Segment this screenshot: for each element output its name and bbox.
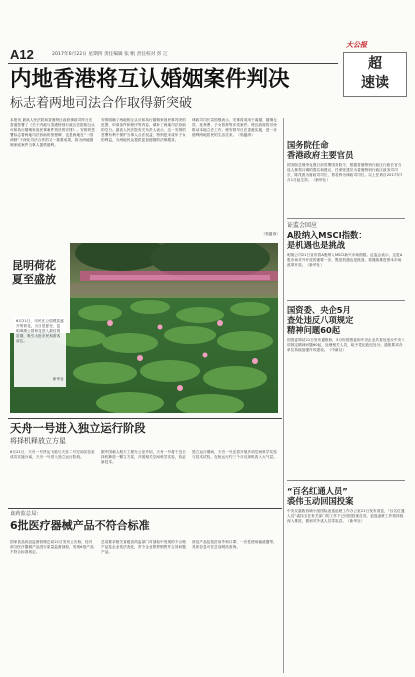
sidebar-item-1 xyxy=(287,140,405,213)
sidebar-divider-1 xyxy=(287,218,405,219)
spacecraft-col3: 独立运行期间，天舟一号还将开展多项空间科学实验与技术试验，在轨运行约三个月后择机再入大气层。 xyxy=(192,450,277,459)
sidebar-item-3-body: 国资委网站21日发布通报称，5月份国资委和中央企业共查处违反中央八项规定精神问题60起，处理相关人员，给予党纪政纪处分。通报要求各单位持续加强作风建设。（中新社） xyxy=(287,338,405,352)
sidebar-item-2-title-1: A股纳入MSCI指数： xyxy=(287,230,367,240)
photo-caption-title-1: 昆明荷花 xyxy=(12,259,56,272)
section-label-2: 速读 xyxy=(361,75,389,91)
food-safety-col2: 总局要求相关省级食药监部门对抽检中发现的不合格产品及企业依法查处，责令企业暂停销售并召回问题产品。 xyxy=(101,540,186,554)
sidebar-item-2-title-2: 是机遇也是挑战 xyxy=(287,240,346,250)
sidebar-item-4 xyxy=(287,486,405,669)
sidebar-item-2-body: 明晟公司21日宣布将A股纳入MSCI新兴市场指数。证监会表示，这是A股市场对外开放的重要一步，既是机遇也是挑战，将继续推进资本市场改革开放。（新华社） xyxy=(287,253,403,267)
sidebar-item-3-title-1: 国资委、央企5月 xyxy=(287,305,351,315)
sidebar-divider-2 xyxy=(287,300,405,301)
section-label-1: 超 xyxy=(368,56,382,72)
photo-caption-text: 6月21日，市民在公园观赏盛开的荷花。当日是夏至，昆明翠湖公园荷花进入最佳观赏期，吸引大批市民和游客前往。 xyxy=(16,319,64,343)
lead-article-col1: 本报讯 最高人民法院和香港特区政府律政司昨日在香港签署了《关于内地与香港特别行政区法院相互认可和执行婚姻家庭民事案件判决的安排》。安排的签署标志着两地司法协助的里程碑，也是两地在“一国两制”下深化司法合作的又一重要成果，将为两地婚姻家庭案件当事人提供便利。 xyxy=(10,118,95,147)
food-safety-kicker: 食药监总局： xyxy=(10,511,42,517)
sidebar-item-1-title-2: 香港政府主要官员 xyxy=(287,150,354,160)
sidebar-item-2 xyxy=(287,222,405,305)
food-safety-title: 6批医疗器械产品不符合标准 xyxy=(10,519,150,532)
photo-caption-box xyxy=(14,317,66,387)
food-safety-col1: 国家食品药品监督管理总局21日发布公告称，经对部分医疗器械产品进行质量监督抽检，发现6批产品不符合标准规定。 xyxy=(10,540,94,554)
sidebar-divider-3 xyxy=(287,480,405,481)
food-safety-col3: 涉及产品包括医用外科口罩、一次性使用输液器等，具体信息可在总局网站查询。 xyxy=(192,540,277,549)
sidebar-item-4-body: 中央反腐败协调小组国际追逃追赃工作办公室21日发布消息，“百名红通人员”裘伟玉在有关部门的工作下已回国投案自首。追逃追赃工作将持续深入推进，做到对外逃人员零容忍。（新华社） xyxy=(287,509,405,523)
sidebar-item-3-title-3: 精神问题60起 xyxy=(287,325,341,335)
spacecraft-col2: 据中国载人航天工程办公室介绍，天舟一号将于近日择机释放一颗立方星，开展相关空间科学实验，验证新技术。 xyxy=(101,450,186,464)
section-box xyxy=(343,52,407,97)
divider-spacecraft xyxy=(8,418,282,419)
sidebar-item-4-title-1: “百名红通人员” xyxy=(287,486,348,496)
paper-logo: 大公报 xyxy=(346,41,367,49)
page-number: A12 xyxy=(10,47,34,62)
sidebar-item-1-title-1: 国务院任命 xyxy=(287,140,329,150)
sidebar-item-3-title-2: 查处违反八项规定 xyxy=(287,315,354,325)
masthead-rule xyxy=(8,63,338,64)
photo-caption-title-2: 夏至盛放 xyxy=(12,273,56,286)
spacecraft-col1: 6月21日，天舟一号货运飞船与天宫二号空间实验室成功实施分离，天舟一号进入独立运行阶段。 xyxy=(10,450,95,459)
spacecraft-subtitle: 将择机释放立方星 xyxy=(10,437,66,445)
lead-article-col3: 律政司司长袁国强表示，安排将适用于离婚、婚姻无效、抚养费、子女管养等多类案件。特区政府将尽快推动本地立法工作，使安排早日在香港实施，进一步便利两地居民的生活往来。（郭蕴涛） xyxy=(192,118,277,137)
spacecraft-title: 天舟一号进入独立运行阶段 xyxy=(10,422,146,435)
sidebar-item-4-title-2: 裘伟玉动回国投案 xyxy=(287,496,354,506)
lead-article-byline: （郭蕴涛） xyxy=(261,232,280,236)
column-divider xyxy=(283,118,284,673)
photo-credit: 新华社 xyxy=(52,377,64,381)
divider-food-safety xyxy=(8,508,282,509)
sidebar-item-2-tag: 证监会回应 xyxy=(287,222,318,229)
date-line: 2017年6月22日 星期四 责任编辑 张 帆 责任校对 彭 辽 xyxy=(52,52,168,57)
sidebar-item-1-body: 国务院总理李克强日前签署国务院令，根据香港特别行政区行政长官当选人林郑月娥的提名和建议，任命张建宗为香港特别行政区政务司司长，陈茂波为财政司司长，郑若骅为律政司司长。以上任命自2017年7月1日起生效。（新华社） xyxy=(287,163,403,182)
subheadline: 标志着两地司法合作取得新突破 xyxy=(10,96,193,111)
headline: 内地香港将互认婚姻案件判决 xyxy=(10,67,290,92)
lead-article-col2: 安排明确了两地相互认可和执行婚姻家庭民事判决的范围、申请条件和程序等内容，填补了两地司法协助的空白。最高人民法院有关负责人表示，这一安排的签署有利于保护当事人合法权益，特别是未成年子女的利益，为两地民众提供更加便捷的法律服务。 xyxy=(101,118,186,142)
sidebar-item-3 xyxy=(287,305,405,468)
